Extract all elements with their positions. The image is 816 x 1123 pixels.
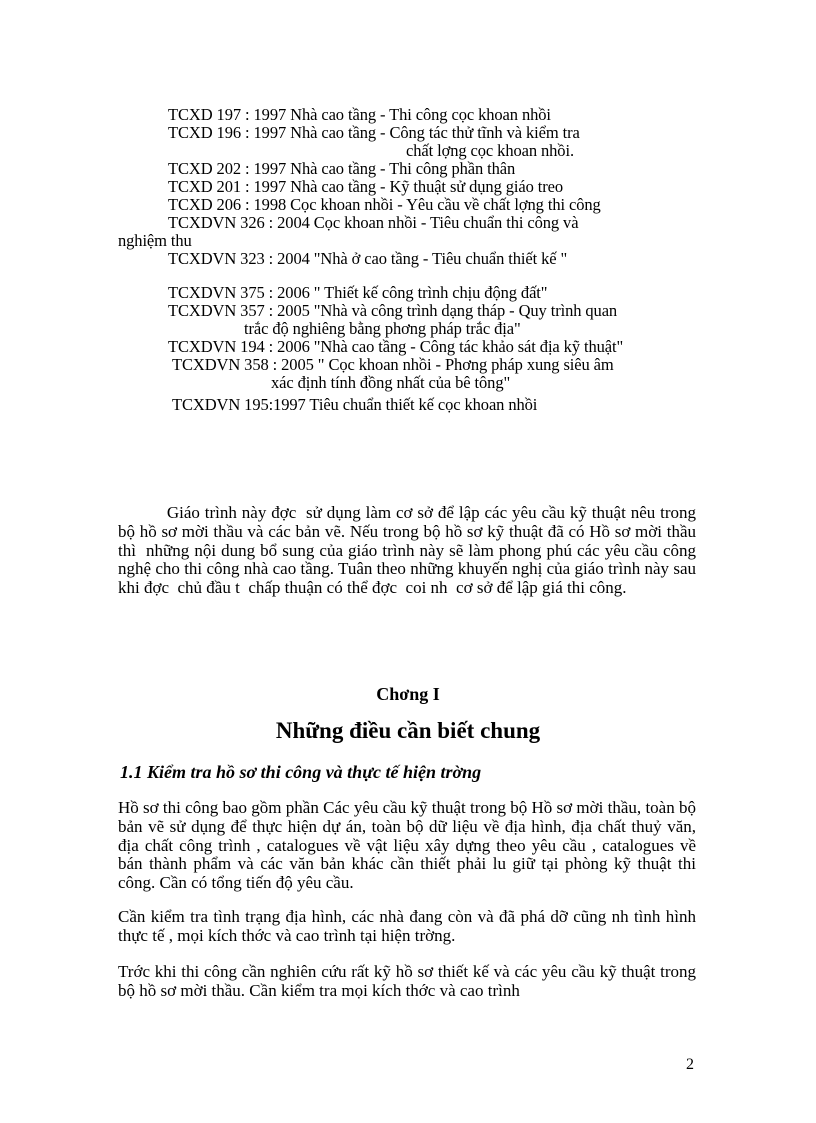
- standard-item: TCXDVN 195:1997 Tiêu chuẩn thiết kế cọc khoan nhồi: [172, 395, 538, 414]
- standard-item: TCXDVN 326 : 2004 Cọc khoan nhồi - Tiêu chuẩn thi công và: [168, 213, 579, 232]
- standard-item: TCXD 201 : 1997 Nhà cao tầng - Kỹ thuật sử dụng giáo treo: [168, 177, 564, 196]
- body-paragraph: Hồ sơ thi công bao gồm phần Các yêu cầu kỹ thuật trong bộ Hồ sơ mời thầu, toàn bộ bản vẽ sử dụng để thực hiện dự án, toàn bộ dữ liệu về địa hình, địa chất thuỷ văn, địa chất công trình , catalogues về vật liệu xây dựng theo yêu cầu , catalogues về bán thành phẩm và các văn bản khác cần thiết phải lu giữ tại phòng kỹ thuật thi công. Cần có tổng tiến độ yêu cầu.: [118, 798, 696, 893]
- standard-item: TCXD 196 : 1997 Nhà cao tầng - Công tác thử tĩnh và kiểm tra: [168, 123, 580, 142]
- standard-item: TCXDVN 375 : 2006 " Thiết kế công trình chịu động đất": [168, 283, 548, 302]
- standard-item-continuation: trắc độ nghiêng bằng phơng pháp trắc địa": [244, 319, 521, 338]
- chapter-title: Những điều cần biết chung: [275, 718, 541, 743]
- chapter-label: Chơng I: [376, 684, 440, 704]
- standard-item-continuation: nghiệm thu: [118, 231, 192, 250]
- section-heading: 1.1 Kiểm tra hồ sơ thi công và thực tế hiện trờng: [120, 762, 482, 782]
- standard-item: TCXDVN 194 : 2006 "Nhà cao tầng - Công tác khảo sát địa kỹ thuật": [168, 337, 624, 356]
- standard-item: TCXDVN 358 : 2005 " Cọc khoan nhồi - Phơng pháp xung siêu âm: [172, 355, 614, 374]
- standard-item: TCXD 206 : 1998 Cọc khoan nhồi - Yêu cầu về chất lợng thi công: [168, 195, 601, 214]
- intro-paragraph: Giáo trình này đợc sử dụng làm cơ sở để lập các yêu cầu kỹ thuật nêu trong bộ hồ sơ mời thầu và các bản vẽ. Nếu trong bộ hồ sơ kỹ thuật đã có Hồ sơ mời thầu thì những nội dung bổ sung của giáo trình này sẽ làm phong phú các yêu cầu công nghệ cho thi công nhà cao tầng. Tuân theo những khuyến nghị của giáo trình này sau khi đợc chủ đầu t chấp thuận có thể đợc coi nh cơ sở để lập giá thi công.: [118, 503, 701, 598]
- page-number: 2: [686, 1056, 694, 1073]
- standard-item: TCXD 197 : 1997 Nhà cao tầng - Thi công cọc khoan nhồi: [168, 105, 551, 124]
- standard-item-continuation: xác định tính đồng nhất của bê tông": [271, 373, 511, 392]
- standard-item: TCXDVN 323 : 2004 "Nhà ở cao tầng - Tiêu chuẩn thiết kế ": [168, 249, 568, 268]
- standard-item: TCXD 202 : 1997 Nhà cao tầng - Thi công phần thân: [168, 159, 516, 178]
- standard-item-continuation: chất lợng cọc khoan nhồi.: [406, 141, 574, 160]
- body-paragraph: Trớc khi thi công cần nghiên cứu rất kỹ hồ sơ thiết kế và các yêu cầu kỹ thuật trong bộ hồ sơ mời thầu. Cần kiểm tra mọi kích thớc và cao trình: [118, 962, 696, 1000]
- standard-item: TCXDVN 357 : 2005 "Nhà và công trình dạng tháp - Quy trình quan: [168, 301, 618, 320]
- body-paragraph: Cần kiểm tra tình trạng địa hình, các nhà đang còn và đã phá dỡ cũng nh tình hình thực tế , mọi kích thớc và cao trình tại hiện trờng.: [118, 907, 696, 945]
